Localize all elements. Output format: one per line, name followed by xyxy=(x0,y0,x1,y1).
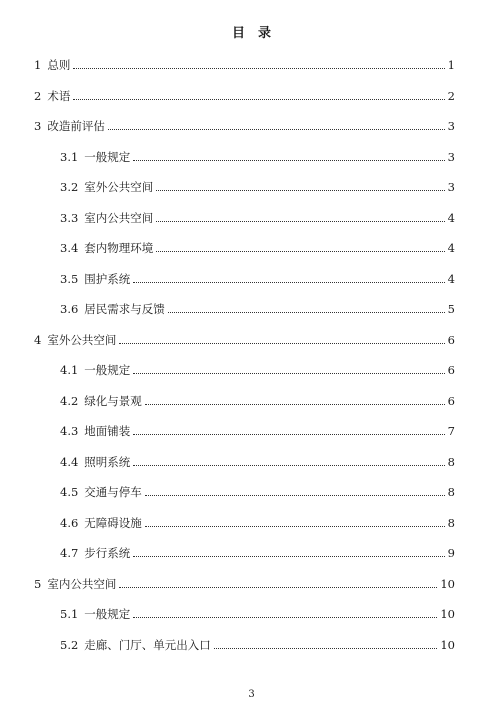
toc-entry-label: 一般规定 xyxy=(84,363,131,377)
toc-entry-number: 4.5 xyxy=(60,485,79,499)
toc-entry-page: 2 xyxy=(447,88,455,103)
toc-entry[interactable] xyxy=(60,270,455,286)
toc-entry[interactable] xyxy=(60,544,455,560)
toc-entry-page: 3 xyxy=(447,149,455,164)
toc-entry-label: 室内公共空间 xyxy=(84,210,154,225)
toc-dot-leader xyxy=(133,434,444,435)
toc-entry-number: 4.6 xyxy=(60,515,79,530)
toc-entry[interactable] xyxy=(60,239,455,255)
toc-entry[interactable] xyxy=(60,178,455,194)
toc-entry[interactable] xyxy=(60,453,455,469)
toc-dot-leader xyxy=(145,404,445,405)
toc-entry[interactable] xyxy=(60,636,455,652)
toc-entry-page: 4 xyxy=(447,241,455,255)
page-title: 目 录 xyxy=(231,26,271,41)
toc-entry-number: 2 xyxy=(34,88,42,103)
toc-entry-label: 总则 xyxy=(47,58,71,72)
toc-entry[interactable] xyxy=(60,300,455,316)
toc-dot-leader xyxy=(145,526,445,527)
toc-entry-label: 室外公共空间 xyxy=(47,332,117,347)
toc-entry-label: 照明系统 xyxy=(84,454,131,469)
toc-dot-leader xyxy=(133,373,444,374)
toc-entry-label: 步行系统 xyxy=(84,546,131,560)
toc-dot-leader xyxy=(73,99,444,100)
page-number: 3 xyxy=(248,689,255,700)
toc-entry-number: 4.2 xyxy=(60,393,79,408)
toc-entry-label: 室内公共空间 xyxy=(47,576,117,591)
toc-entry-page: 5 xyxy=(447,302,455,316)
toc-entry-page: 4 xyxy=(447,210,455,225)
toc-entry[interactable] xyxy=(34,56,455,72)
toc-entry-number: 4.3 xyxy=(60,424,79,438)
toc-entry-page: 8 xyxy=(447,485,455,499)
toc-dot-leader xyxy=(133,556,444,557)
toc-entry-number: 3.1 xyxy=(60,149,79,164)
toc-entry-page: 1 xyxy=(447,58,455,72)
toc-dot-leader xyxy=(119,343,444,344)
toc-entry-label: 无障碍设施 xyxy=(84,515,142,530)
toc-entry-label: 一般规定 xyxy=(84,149,131,164)
toc-entry[interactable] xyxy=(60,605,455,621)
toc-entry-label: 室外公共空间 xyxy=(84,180,154,194)
toc-dot-leader xyxy=(156,251,444,252)
toc-entry-page: 10 xyxy=(440,637,455,652)
toc-dot-leader xyxy=(133,617,437,618)
toc-entry-number: 4 xyxy=(34,332,42,347)
toc-entry-number: 5 xyxy=(34,576,42,591)
toc-entry-label: 绿化与景观 xyxy=(84,393,142,408)
toc-entry-label: 走廊、门厅、单元出入口 xyxy=(84,637,211,652)
toc-entry-label: 交通与停车 xyxy=(84,485,142,499)
toc-dot-leader xyxy=(214,648,438,649)
toc-entry-label: 地面铺装 xyxy=(84,424,131,438)
toc-entry-page: 4 xyxy=(447,271,455,286)
toc-dot-leader xyxy=(133,465,444,466)
toc-entry-number: 3.5 xyxy=(60,271,79,286)
toc-dot-leader xyxy=(168,312,445,313)
toc-entry-number: 3.3 xyxy=(60,210,79,225)
toc-entry[interactable] xyxy=(34,117,455,133)
toc-entry[interactable] xyxy=(34,331,455,347)
toc-entry-number: 4.1 xyxy=(60,363,79,377)
toc-entry-page: 6 xyxy=(447,363,455,377)
toc-entry[interactable] xyxy=(34,87,455,103)
toc-entry-page: 6 xyxy=(447,332,455,347)
toc-entry-page: 8 xyxy=(447,454,455,469)
toc-entry-number: 3.4 xyxy=(60,241,79,255)
toc-entry-number: 4.4 xyxy=(60,454,79,469)
toc-entry[interactable] xyxy=(60,483,455,499)
toc-entry-page: 10 xyxy=(440,576,455,591)
toc-dot-leader xyxy=(133,282,444,283)
toc-entry-label: 围护系统 xyxy=(84,271,131,286)
toc-entry-page: 3 xyxy=(447,119,455,133)
toc-entry[interactable] xyxy=(60,514,455,530)
toc-dot-leader xyxy=(145,495,445,496)
toc-entry-label: 居民需求与反馈 xyxy=(84,302,165,316)
toc-dot-leader xyxy=(156,221,444,222)
toc-dot-leader xyxy=(156,190,444,191)
toc-entry[interactable] xyxy=(60,392,455,408)
toc-entry-number: 3.2 xyxy=(60,180,79,194)
toc-entry-number: 1 xyxy=(34,58,42,72)
toc-entry[interactable] xyxy=(34,575,455,591)
toc-entry-label: 套内物理环境 xyxy=(84,241,154,255)
toc-entry-label: 改造前评估 xyxy=(47,119,105,133)
toc-entry-page: 6 xyxy=(447,393,455,408)
toc-entry-number: 5.1 xyxy=(60,607,79,621)
toc-entry-number: 4.7 xyxy=(60,546,79,560)
toc-entry-page: 7 xyxy=(447,424,455,438)
toc-entry[interactable] xyxy=(60,422,455,438)
toc-entry-page: 3 xyxy=(447,180,455,194)
toc-entry[interactable] xyxy=(60,361,455,377)
toc-entry-number: 3.6 xyxy=(60,302,79,316)
toc-dot-leader xyxy=(133,160,444,161)
toc-entry-page: 8 xyxy=(447,515,455,530)
toc-dot-leader xyxy=(119,587,437,588)
toc-entry[interactable] xyxy=(60,148,455,164)
toc-entry-number: 3 xyxy=(34,119,42,133)
toc-entry-number: 5.2 xyxy=(60,637,79,652)
toc-entry-page: 9 xyxy=(447,546,455,560)
toc-entry[interactable] xyxy=(60,209,455,225)
toc-dot-leader xyxy=(108,129,445,130)
toc-entry-page: 10 xyxy=(440,607,455,621)
toc-dot-leader xyxy=(73,68,444,69)
toc-entry-label: 一般规定 xyxy=(84,607,131,621)
toc-entry-label: 术语 xyxy=(47,88,71,103)
